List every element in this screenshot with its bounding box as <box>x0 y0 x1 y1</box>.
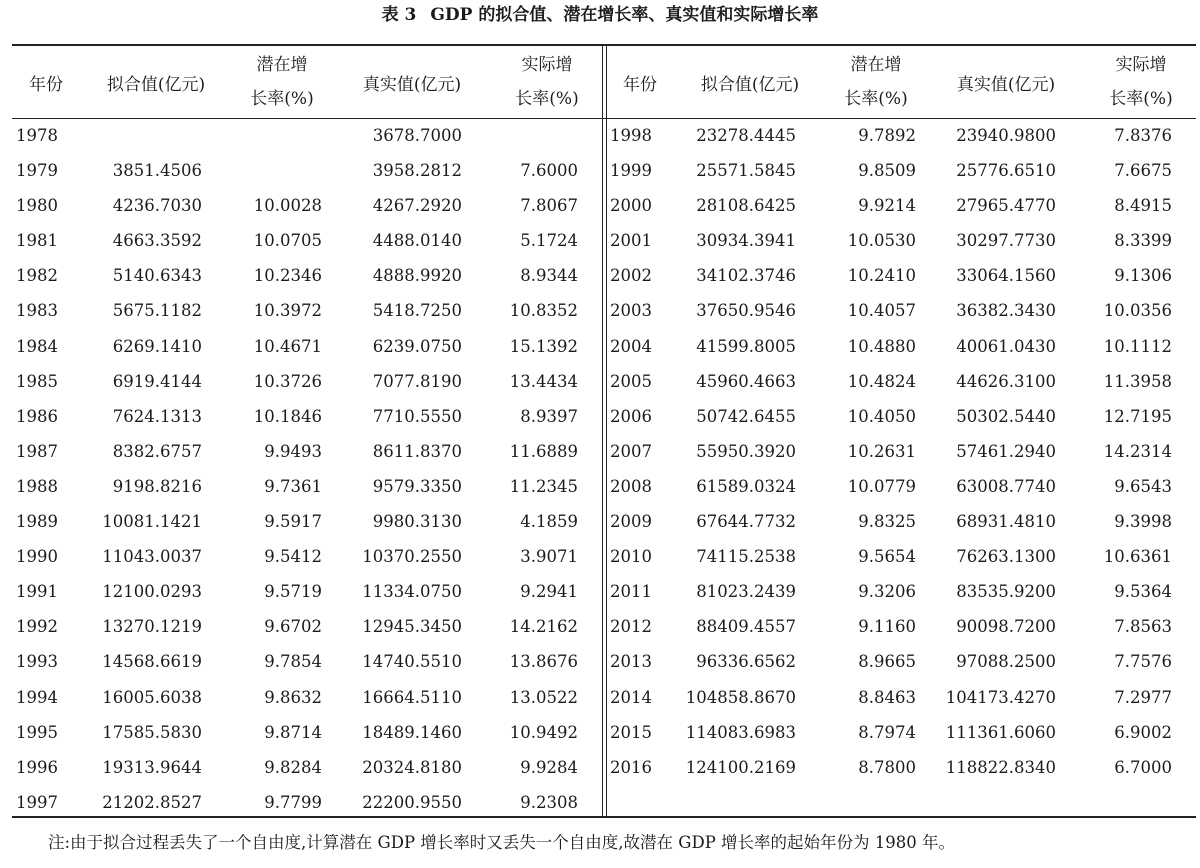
cell-actual: 14.2162 <box>509 617 578 637</box>
cell-real: 9579.3350 <box>372 476 462 496</box>
cell-year: 2011 <box>610 582 652 602</box>
cell-fitted: 41599.8005 <box>696 336 796 356</box>
cell-actual: 8.9344 <box>520 266 578 286</box>
cell-actual: 7.8376 <box>1114 126 1172 145</box>
cell-real: 25776.6510 <box>956 161 1056 181</box>
cell-potential: 9.6702 <box>264 617 322 637</box>
cell-potential: 9.8325 <box>858 512 916 532</box>
cell-year: 1986 <box>16 406 58 426</box>
cell-real: 7710.5550 <box>372 406 462 426</box>
cell-potential: 10.0028 <box>253 196 322 216</box>
cell-fitted: 6269.1410 <box>112 336 202 356</box>
cell-year: 2002 <box>610 266 652 286</box>
cell-potential: 10.0705 <box>253 231 322 251</box>
cell-fitted: 11043.0037 <box>102 547 202 567</box>
cell-year: 1982 <box>16 266 58 286</box>
cell-actual: 13.8676 <box>509 652 578 672</box>
cell-year: 1993 <box>16 652 58 672</box>
cell-real: 104173.4270 <box>945 687 1056 707</box>
cell-year: 2006 <box>610 406 652 426</box>
cell-real: 11334.0750 <box>362 582 462 602</box>
cell-real: 20324.8180 <box>362 757 462 777</box>
cell-real: 90098.7200 <box>956 617 1056 637</box>
cell-real: 7077.8190 <box>372 371 462 391</box>
cell-potential: 8.7974 <box>858 722 916 742</box>
cell-real: 18489.1460 <box>362 722 462 742</box>
cell-fitted: 81023.2439 <box>696 582 796 602</box>
cell-real: 33064.1560 <box>956 266 1056 286</box>
cell-year: 1984 <box>16 336 58 356</box>
cell-actual: 15.1392 <box>509 336 578 356</box>
cell-year: 1983 <box>16 301 58 321</box>
header-year: 年份 <box>29 74 63 95</box>
cell-year: 2008 <box>610 476 652 496</box>
cell-real: 44626.3100 <box>956 371 1056 391</box>
cell-fitted: 19313.9644 <box>102 757 202 777</box>
cell-actual: 7.8563 <box>1114 617 1172 637</box>
cell-actual: 7.8067 <box>520 196 578 216</box>
cell-fitted: 12100.0293 <box>102 582 202 602</box>
cell-potential: 10.2631 <box>847 441 916 461</box>
cell-year: 1994 <box>16 687 58 707</box>
cell-potential: 9.8284 <box>264 757 322 777</box>
cell-actual: 3.9071 <box>520 547 578 567</box>
header-fitted: 拟合值(亿元) <box>700 74 800 95</box>
cell-potential: 8.9665 <box>858 652 916 672</box>
cell-potential: 9.5917 <box>264 512 322 532</box>
cell-real: 57461.2940 <box>956 441 1056 461</box>
cell-real: 4267.2920 <box>372 196 462 216</box>
cell-fitted: 124100.2169 <box>685 757 796 777</box>
cell-potential <box>210 118 322 153</box>
cell-year: 2015 <box>610 722 652 742</box>
cell-fitted: 114083.6983 <box>685 722 796 742</box>
cell-potential: 9.7892 <box>858 126 916 145</box>
cell-potential: 10.4050 <box>847 406 916 426</box>
cell-year: 2000 <box>610 196 652 216</box>
cell-potential: 8.7800 <box>858 757 916 777</box>
cell-fitted: 9198.8216 <box>112 476 202 496</box>
cell-potential: 9.5654 <box>858 547 916 567</box>
cell-potential: 10.0779 <box>847 476 916 496</box>
header-fitted: 拟合值(亿元) <box>106 74 206 95</box>
cell-year: 1985 <box>16 371 58 391</box>
cell-year: 1992 <box>16 617 58 637</box>
cell-real: 22200.9550 <box>362 792 462 812</box>
cell-fitted: 23278.4445 <box>696 126 796 145</box>
cell-actual: 9.2308 <box>520 792 578 812</box>
cell-actual: 9.6543 <box>1114 476 1172 496</box>
cell-year: 2010 <box>610 547 652 567</box>
cell-actual: 8.3399 <box>1114 231 1172 251</box>
table-number: 表 3 <box>381 5 417 25</box>
cell-real: 12945.3450 <box>362 617 462 637</box>
cell-fitted: 10081.1421 <box>102 512 202 532</box>
cell-potential: 9.8714 <box>264 722 322 742</box>
cell-potential <box>210 153 322 188</box>
cell-real: 6239.0750 <box>372 336 462 356</box>
cell-year: 1987 <box>16 441 58 461</box>
cell-actual: 11.3958 <box>1103 371 1172 391</box>
cell-fitted: 67644.7732 <box>696 512 796 532</box>
cell-fitted: 3851.4506 <box>112 161 202 181</box>
cell-actual: 9.5364 <box>1114 582 1172 602</box>
cell-actual <box>470 118 578 153</box>
cell-real: 4888.9920 <box>372 266 462 286</box>
cell-actual: 8.9397 <box>520 406 578 426</box>
cell-actual: 11.6889 <box>509 441 578 461</box>
header-potential-line1: 潜在增 <box>850 55 902 75</box>
cell-year: 2001 <box>610 231 652 251</box>
cell-year: 1989 <box>16 512 58 532</box>
cell-actual: 6.7000 <box>1114 757 1172 777</box>
cell-year: 1998 <box>610 126 652 145</box>
cell-real: 68931.4810 <box>956 512 1056 532</box>
cell-actual: 9.9284 <box>520 757 578 777</box>
cell-fitted: 74115.2538 <box>696 547 796 567</box>
cell-year: 1997 <box>16 792 58 812</box>
cell-potential: 9.7361 <box>264 476 322 496</box>
cell-potential: 8.8463 <box>858 687 916 707</box>
cell-year: 1990 <box>16 547 58 567</box>
cell-actual: 9.1306 <box>1114 266 1172 286</box>
cell-real: 40061.0430 <box>956 336 1056 356</box>
cell-potential: 9.1160 <box>858 617 916 637</box>
cell-fitted: 8382.6757 <box>112 441 202 461</box>
cell-actual: 9.2941 <box>520 582 578 602</box>
cell-potential: 9.8509 <box>858 161 916 181</box>
header-potential <box>232 46 332 118</box>
cell-actual: 7.6675 <box>1114 161 1172 181</box>
cell-real: 83535.9200 <box>956 582 1056 602</box>
cell-real: 27965.4770 <box>956 196 1056 216</box>
cell-fitted: 28108.6425 <box>696 196 796 216</box>
cell-actual: 8.4915 <box>1114 196 1172 216</box>
cell-actual: 13.0522 <box>509 687 578 707</box>
cell-real: 4488.0140 <box>372 231 462 251</box>
cell-actual: 10.9492 <box>509 722 578 742</box>
cell-potential: 9.5412 <box>264 547 322 567</box>
column-divider <box>602 45 603 817</box>
cell-potential: 10.4671 <box>253 336 322 356</box>
cell-potential: 10.3726 <box>253 371 322 391</box>
cell-potential: 9.9214 <box>858 196 916 216</box>
cell-fitted: 4663.3592 <box>112 231 202 251</box>
cell-year: 2014 <box>610 687 652 707</box>
header-real: 真实值(亿元) <box>362 74 462 95</box>
cell-fitted: 6919.4144 <box>112 371 202 391</box>
cell-year: 1988 <box>16 476 58 496</box>
cell-actual: 13.4434 <box>509 371 578 391</box>
cell-real: 111361.6060 <box>945 722 1056 742</box>
cell-potential: 9.7799 <box>264 792 322 812</box>
cell-fitted: 34102.3746 <box>696 266 796 286</box>
header-actual-line1: 实际增 <box>1115 55 1167 75</box>
cell-potential: 10.1846 <box>253 406 322 426</box>
cell-fitted: 5140.6343 <box>112 266 202 286</box>
cell-real: 5418.7250 <box>372 301 462 321</box>
header-actual-line2: 长率(%) <box>1109 89 1173 109</box>
cell-real: 3678.7000 <box>372 126 462 145</box>
header-actual-line2: 长率(%) <box>515 89 579 109</box>
cell-fitted: 37650.9546 <box>696 301 796 321</box>
header-real: 真实值(亿元) <box>956 74 1056 95</box>
cell-year: 2005 <box>610 371 652 391</box>
cell-real: 16664.5110 <box>362 687 462 707</box>
cell-actual: 6.9002 <box>1114 722 1172 742</box>
cell-real: 97088.2500 <box>956 652 1056 672</box>
cell-actual: 10.6361 <box>1103 547 1172 567</box>
cell-actual: 10.0356 <box>1103 301 1172 321</box>
cell-real: 76263.1300 <box>956 547 1056 567</box>
cell-fitted: 104858.8670 <box>685 687 796 707</box>
cell-potential: 10.4880 <box>847 336 916 356</box>
cell-year: 2013 <box>610 652 652 672</box>
cell-real: 63008.7740 <box>956 476 1056 496</box>
cell-potential: 10.3972 <box>253 301 322 321</box>
cell-fitted: 30934.3941 <box>696 231 796 251</box>
header-potential <box>826 46 926 118</box>
cell-fitted <box>76 118 202 153</box>
cell-actual: 11.2345 <box>509 476 578 496</box>
cell-real: 118822.8340 <box>945 757 1056 777</box>
cell-fitted: 13270.1219 <box>102 617 202 637</box>
cell-real: 8611.8370 <box>372 441 462 461</box>
cell-fitted: 25571.5845 <box>696 161 796 181</box>
cell-year: 1995 <box>16 722 58 742</box>
header-potential-line1: 潜在增 <box>256 55 308 75</box>
cell-year: 2007 <box>610 441 652 461</box>
cell-year: 1979 <box>16 161 58 181</box>
cell-actual: 7.2977 <box>1114 687 1172 707</box>
cell-fitted: 4236.7030 <box>112 196 202 216</box>
cell-year: 1981 <box>16 231 58 251</box>
cell-actual: 7.7576 <box>1114 652 1172 672</box>
cell-year: 1999 <box>610 161 652 181</box>
cell-real: 9980.3130 <box>372 512 462 532</box>
cell-potential: 9.8632 <box>264 687 322 707</box>
cell-year: 2003 <box>610 301 652 321</box>
cell-fitted: 17585.5830 <box>102 722 202 742</box>
table-title-text: GDP 的拟合值、潜在增长率、真实值和实际增长率 <box>430 5 819 25</box>
cell-fitted: 96336.6562 <box>696 652 796 672</box>
cell-fitted: 61589.0324 <box>696 476 796 496</box>
cell-potential: 10.4824 <box>847 371 916 391</box>
cell-fitted: 14568.6619 <box>102 652 202 672</box>
table-note: 注:由于拟合过程丢失了一个自由度,计算潜在 GDP 增长率时又丢失一个自由度,故潜在 GDP 增长率的起始年份为 1980 年。 <box>48 833 956 852</box>
cell-actual: 14.2314 <box>1103 441 1172 461</box>
cell-real: 14740.5510 <box>362 652 462 672</box>
cell-real: 23940.9800 <box>956 126 1056 145</box>
cell-fitted: 45960.4663 <box>696 371 796 391</box>
cell-actual: 9.3998 <box>1114 512 1172 532</box>
cell-real: 30297.7730 <box>956 231 1056 251</box>
cell-actual: 12.7195 <box>1103 406 1172 426</box>
header-year: 年份 <box>623 74 657 95</box>
cell-year: 1991 <box>16 582 58 602</box>
cell-year: 2016 <box>610 757 652 777</box>
header-potential-line2: 长率(%) <box>844 89 908 109</box>
column-divider <box>606 45 607 817</box>
cell-actual: 10.8352 <box>509 301 578 321</box>
cell-actual: 7.6000 <box>520 161 578 181</box>
cell-potential: 9.7854 <box>264 652 322 672</box>
cell-fitted: 5675.1182 <box>112 301 202 321</box>
header-actual <box>1086 46 1196 118</box>
cell-actual: 10.1112 <box>1103 336 1172 356</box>
cell-potential: 10.2410 <box>847 266 916 286</box>
header-actual-line1: 实际增 <box>521 55 573 75</box>
cell-fitted: 55950.3920 <box>696 441 796 461</box>
cell-year: 2012 <box>610 617 652 637</box>
cell-fitted: 88409.4557 <box>696 617 796 637</box>
cell-fitted: 50742.6455 <box>696 406 796 426</box>
cell-real: 3958.2812 <box>372 161 462 181</box>
cell-year: 1980 <box>16 196 58 216</box>
header-actual <box>492 46 602 118</box>
cell-potential: 10.4057 <box>847 301 916 321</box>
cell-fitted: 16005.6038 <box>102 687 202 707</box>
cell-year: 1978 <box>16 126 58 145</box>
cell-actual: 5.1724 <box>520 231 578 251</box>
cell-year: 2009 <box>610 512 652 532</box>
cell-real: 10370.2550 <box>362 547 462 567</box>
cell-actual: 4.1859 <box>520 512 578 532</box>
cell-real: 36382.3430 <box>956 301 1056 321</box>
cell-year: 1996 <box>16 757 58 777</box>
cell-fitted: 21202.8527 <box>102 792 202 812</box>
cell-real: 50302.5440 <box>956 406 1056 426</box>
table-title <box>0 0 1200 34</box>
cell-fitted: 7624.1313 <box>112 406 202 426</box>
header-potential-line2: 长率(%) <box>250 89 314 109</box>
cell-year: 2004 <box>610 336 652 356</box>
cell-potential: 9.5719 <box>264 582 322 602</box>
cell-potential: 9.9493 <box>264 441 322 461</box>
cell-potential: 9.3206 <box>858 582 916 602</box>
cell-potential: 10.2346 <box>253 266 322 286</box>
cell-potential: 10.0530 <box>847 231 916 251</box>
